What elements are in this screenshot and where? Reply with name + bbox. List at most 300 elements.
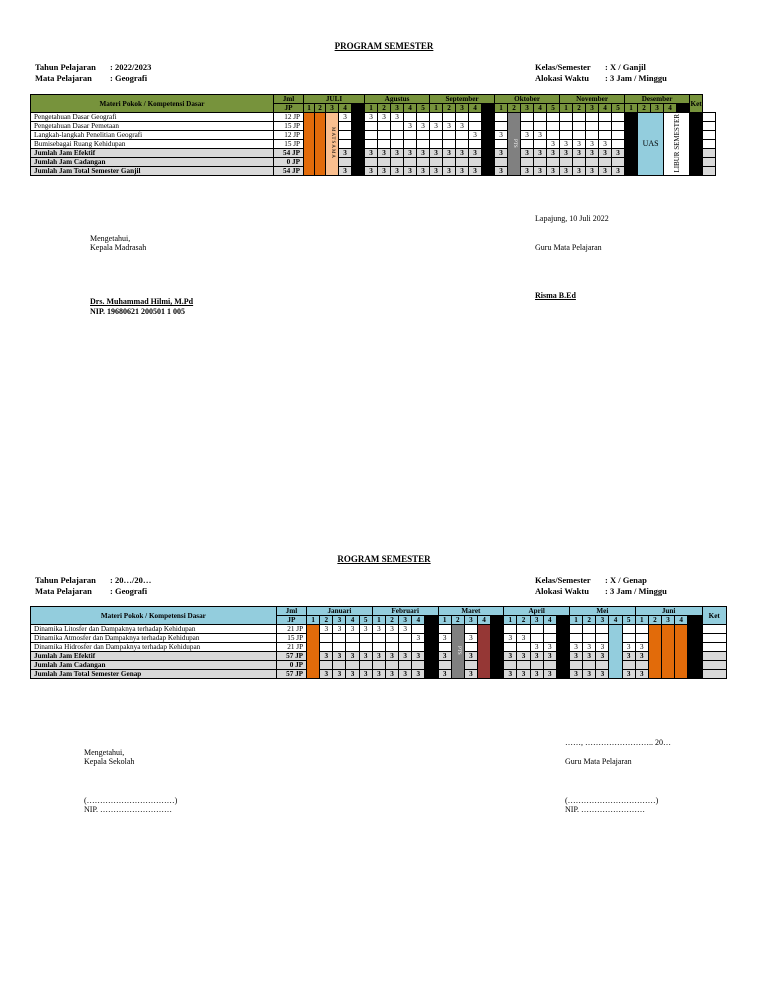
table-cell: 3 — [391, 167, 404, 176]
table-cell — [491, 616, 504, 625]
table-cell — [543, 634, 556, 643]
table-cell — [635, 634, 648, 643]
sem1-kepala-name: Drs. Muhammad Hilmi, M.Pd — [90, 297, 194, 306]
mapel-value: : Geografi — [110, 73, 148, 83]
table-cell: 3 — [464, 670, 477, 679]
table-cell: 3 — [372, 652, 385, 661]
table-cell — [417, 158, 430, 167]
table-cell: 3 — [469, 149, 482, 158]
table-row — [31, 643, 727, 652]
table-cell — [339, 140, 352, 149]
table-cell — [438, 643, 451, 652]
month-juni: Juni — [635, 607, 702, 616]
table-cell: 4 — [543, 616, 556, 625]
table-cell: 4 — [534, 104, 547, 113]
table-cell: 3 — [438, 634, 451, 643]
table-cell — [702, 661, 726, 670]
month-november: November — [560, 95, 625, 104]
table-cell: 3 — [391, 113, 404, 122]
kelas-label: Kelas/Semester — [535, 575, 591, 585]
table-cell: 2 — [638, 104, 651, 113]
table-cell: 3 — [339, 167, 352, 176]
table-cell: 3 — [573, 140, 586, 149]
table-cell: 3 — [547, 140, 560, 149]
table-cell — [702, 625, 726, 634]
table-cell: 3 — [320, 652, 333, 661]
table-cell: 3 — [417, 149, 430, 158]
table-cell: 3 — [635, 652, 648, 661]
table-cell: 3 — [333, 670, 346, 679]
table-cell: 2 — [320, 616, 333, 625]
table-cell — [583, 661, 596, 670]
table-cell: 1 — [495, 104, 508, 113]
table-cell — [391, 140, 404, 149]
table-cell: 3 — [586, 149, 599, 158]
table-cell: 3 — [404, 149, 417, 158]
table-cell: 3 — [504, 670, 517, 679]
table-cell — [703, 131, 716, 140]
table-cell — [703, 158, 716, 167]
table-cell — [573, 122, 586, 131]
table-cell — [599, 158, 612, 167]
table-cell: 3 — [596, 616, 609, 625]
table-cell — [399, 643, 412, 652]
table-cell — [378, 158, 391, 167]
table-cell — [521, 113, 534, 122]
table-cell — [385, 643, 398, 652]
table-cell: 3 — [464, 616, 477, 625]
sem2-info-left — [35, 575, 151, 597]
table-cell: 3 — [560, 140, 573, 149]
table-cell: 3 — [495, 167, 508, 176]
table-cell: 1 — [365, 104, 378, 113]
table-row — [31, 625, 727, 634]
table-cell: 2 — [583, 616, 596, 625]
table-cell — [456, 140, 469, 149]
table-cell — [425, 616, 438, 625]
table-cell — [622, 634, 635, 643]
table-cell: 3 — [530, 643, 543, 652]
table-cell — [635, 625, 648, 634]
table-cell — [688, 616, 702, 625]
table-cell — [378, 140, 391, 149]
table-cell — [391, 131, 404, 140]
table-cell: 3 — [596, 670, 609, 679]
table-cell — [662, 625, 675, 679]
table-cell — [469, 113, 482, 122]
table-cell: 3 — [404, 122, 417, 131]
table-cell: 3 — [333, 625, 346, 634]
table-cell — [404, 113, 417, 122]
col-materi: Materi Pokok / Kompetensi Dasar — [31, 95, 274, 113]
table-cell: 5 — [622, 616, 635, 625]
table-cell — [365, 122, 378, 131]
table-cell — [596, 661, 609, 670]
table-cell — [304, 113, 315, 176]
table-cell — [596, 625, 609, 634]
table-cell — [517, 661, 530, 670]
table-cell — [359, 661, 372, 670]
table-cell: 1 — [372, 616, 385, 625]
table-cell: 3 — [547, 167, 560, 176]
table-cell: 3 — [359, 625, 372, 634]
table-cell: 5 — [417, 104, 430, 113]
table-row — [31, 634, 727, 643]
table-cell: 3 — [530, 670, 543, 679]
table-cell: 3 — [635, 670, 648, 679]
table-cell — [622, 625, 635, 634]
table-cell: 3 — [622, 643, 635, 652]
table-cell — [612, 122, 625, 131]
table-cell — [596, 634, 609, 643]
table-cell — [378, 131, 391, 140]
table-cell: 1 — [635, 616, 648, 625]
table-cell — [635, 661, 648, 670]
month-september: September — [430, 95, 495, 104]
table-cell: 3 — [521, 167, 534, 176]
table-cell — [648, 625, 661, 679]
pts-cell: PTS — [508, 113, 521, 176]
table-cell: 3 — [596, 643, 609, 652]
table-cell: 4 — [339, 104, 352, 113]
sem2-kepala-nip: NIP. ……………………… — [84, 805, 173, 814]
table-cell: 3 — [570, 652, 583, 661]
table-cell — [703, 149, 716, 158]
table-cell — [339, 122, 352, 131]
table-cell — [365, 131, 378, 140]
table-cell — [399, 634, 412, 643]
table-cell: 4 — [599, 104, 612, 113]
month-mei: Mei — [570, 607, 636, 616]
table-cell: 3 — [583, 670, 596, 679]
table-cell: 3 — [333, 652, 346, 661]
table-cell: 57 JP — [276, 670, 306, 679]
table-cell — [482, 113, 495, 176]
table-cell: 3 — [391, 149, 404, 158]
table-cell — [570, 661, 583, 670]
table-cell: 3 — [521, 104, 534, 113]
table-cell — [625, 113, 638, 176]
sem1-info-right — [535, 62, 667, 84]
table-cell: 3 — [560, 167, 573, 176]
table-cell: 3 — [530, 652, 543, 661]
table-cell: 3 — [570, 670, 583, 679]
table-cell — [464, 643, 477, 652]
table-cell — [702, 634, 726, 643]
table-cell — [702, 652, 726, 661]
table-cell — [399, 661, 412, 670]
table-cell — [703, 113, 716, 122]
table-cell — [443, 140, 456, 149]
table-cell — [599, 131, 612, 140]
table-cell: 4 — [477, 616, 490, 625]
table-cell — [307, 625, 320, 679]
table-cell — [438, 625, 451, 634]
table-cell — [517, 625, 530, 634]
table-cell: 3 — [399, 652, 412, 661]
table-cell: 3 — [573, 149, 586, 158]
table-cell: Jumlah Jam Cadangan — [31, 158, 274, 167]
table-cell: 3 — [430, 122, 443, 131]
table-cell: 3 — [534, 131, 547, 140]
table-cell — [612, 140, 625, 149]
table-cell — [346, 643, 359, 652]
table-cell — [586, 122, 599, 131]
table-cell — [534, 140, 547, 149]
table-cell — [556, 616, 569, 625]
table-cell: 3 — [469, 167, 482, 176]
sem1-place-date: Lapajung, 10 Juli 2022 — [535, 214, 609, 223]
table-cell: 3 — [399, 625, 412, 634]
table-cell — [612, 131, 625, 140]
libur-semester-cell: LIBUR SEMESTER — [664, 113, 690, 176]
table-cell — [530, 634, 543, 643]
table-cell — [385, 661, 398, 670]
table-cell: 3 — [612, 149, 625, 158]
col-jml: Jml — [274, 95, 304, 104]
table-cell — [547, 158, 560, 167]
month-juli: JULI — [304, 95, 365, 104]
table-cell — [560, 113, 573, 122]
col-ket: Ket — [702, 607, 726, 625]
table-cell: 3 — [596, 652, 609, 661]
tahun-label: Tahun Pelajaran — [35, 575, 96, 585]
table-cell: 1 — [570, 616, 583, 625]
table-cell — [547, 131, 560, 140]
table-cell — [534, 158, 547, 167]
table-cell: 3 — [339, 149, 352, 158]
table-cell — [583, 625, 596, 634]
sem1-mengetahui: Mengetahui, — [90, 234, 131, 243]
table-cell — [417, 131, 430, 140]
table-cell — [543, 661, 556, 670]
table-cell: 3 — [586, 167, 599, 176]
table-cell: 3 — [333, 616, 346, 625]
mapel-value: : Geografi — [110, 586, 148, 596]
table-cell — [703, 122, 716, 131]
table-cell — [530, 625, 543, 634]
table-cell — [491, 625, 504, 679]
table-cell — [346, 634, 359, 643]
table-cell — [586, 158, 599, 167]
table-cell: 3 — [391, 104, 404, 113]
table-cell — [346, 661, 359, 670]
table-cell: 3 — [622, 670, 635, 679]
table-cell — [339, 158, 352, 167]
table-cell — [586, 131, 599, 140]
table-cell: 3 — [495, 131, 508, 140]
table-cell — [315, 113, 326, 176]
table-cell — [570, 625, 583, 634]
table-cell: 3 — [504, 652, 517, 661]
table-cell: 21 JP — [276, 643, 306, 652]
table-cell: 1 — [438, 616, 451, 625]
table-cell: 3 — [456, 104, 469, 113]
table-cell — [622, 661, 635, 670]
table-cell — [417, 140, 430, 149]
table-cell — [543, 625, 556, 634]
table-cell: 3 — [430, 167, 443, 176]
alokasi-value: : 3 Jam / Minggu — [605, 586, 667, 596]
table-cell — [372, 643, 385, 652]
table-cell — [599, 113, 612, 122]
table-cell: 3 — [464, 652, 477, 661]
table-cell — [612, 158, 625, 167]
table-cell — [495, 113, 508, 122]
table-cell — [583, 634, 596, 643]
table-cell — [556, 625, 569, 679]
table-cell — [378, 122, 391, 131]
table-row — [31, 113, 768, 122]
table-cell: Dinamika Litosfer dan Dampaknya terhadap Kehidupan — [31, 625, 277, 634]
table-cell — [521, 140, 534, 149]
table-cell — [599, 122, 612, 131]
table-cell: 3 — [365, 113, 378, 122]
tahun-label: Tahun Pelajaran — [35, 62, 96, 72]
table-cell — [456, 113, 469, 122]
table-cell: 15 JP — [274, 122, 304, 131]
table-cell — [530, 661, 543, 670]
table-cell: 2 — [443, 104, 456, 113]
table-cell: 5 — [359, 616, 372, 625]
table-cell — [469, 122, 482, 131]
table-cell — [438, 661, 451, 670]
table-cell: 1 — [560, 104, 573, 113]
month-agustus: Agustus — [365, 95, 430, 104]
table-cell — [612, 113, 625, 122]
table-cell: 3 — [547, 149, 560, 158]
month-april: April — [504, 607, 570, 616]
table-cell: 3 — [517, 652, 530, 661]
table-cell — [404, 131, 417, 140]
table-cell: Dinamika Hidrosfer dan Dampaknya terhadap Kehidupan — [31, 643, 277, 652]
table-cell: 3 — [495, 149, 508, 158]
table-cell: 1 — [307, 616, 320, 625]
table-cell: Langkah-langkah Penelitian Geografi — [31, 131, 274, 140]
table-cell: 4 — [609, 616, 622, 625]
table-cell — [333, 643, 346, 652]
table-cell: 3 — [438, 652, 451, 661]
table-cell — [517, 643, 530, 652]
table-cell: 3 — [543, 652, 556, 661]
table-cell — [443, 113, 456, 122]
table-cell: 3 — [586, 104, 599, 113]
table-cell — [586, 113, 599, 122]
table-cell: 3 — [543, 643, 556, 652]
table-cell — [430, 113, 443, 122]
table-cell — [547, 113, 560, 122]
table-cell: 3 — [443, 149, 456, 158]
table-cell: 57 JP — [276, 652, 306, 661]
table-cell — [372, 634, 385, 643]
table-cell: 2 — [648, 616, 661, 625]
table-cell: 3 — [430, 149, 443, 158]
table-cell: 3 — [517, 670, 530, 679]
table-cell: 15 JP — [276, 634, 306, 643]
table-cell — [417, 113, 430, 122]
table-cell — [521, 122, 534, 131]
mapel-label: Mata Pelajaran — [35, 586, 92, 596]
table-cell: 3 — [622, 652, 635, 661]
table-cell: Jumlah Jam Efektif — [31, 149, 274, 158]
table-cell — [385, 634, 398, 643]
col-jp: JP — [276, 616, 306, 625]
table-cell: 3 — [573, 167, 586, 176]
table-cell: 2 — [451, 616, 464, 625]
table-cell — [702, 670, 726, 679]
table-cell: 3 — [412, 652, 425, 661]
month-februari: Februari — [372, 607, 438, 616]
table-cell — [477, 625, 490, 679]
col-materi: Materi Pokok / Kompetensi Dasar — [31, 607, 277, 625]
table-cell: 3 — [583, 643, 596, 652]
table-cell: 3 — [417, 167, 430, 176]
table-cell — [352, 104, 365, 113]
table-cell: 15 JP — [274, 140, 304, 149]
table-cell: 4 — [404, 104, 417, 113]
table-cell — [339, 131, 352, 140]
table-cell: 3 — [464, 634, 477, 643]
table-cell — [430, 158, 443, 167]
sem1-kepala-title: Kepala Madrasah — [90, 243, 147, 252]
table-cell — [570, 634, 583, 643]
table-cell: 5 — [612, 104, 625, 113]
sem1-info-left — [35, 62, 151, 84]
table-cell: 3 — [456, 122, 469, 131]
table-cell — [495, 158, 508, 167]
sem2-kepala-blank: (……………………………) — [84, 796, 178, 805]
table-cell: 21 JP — [276, 625, 306, 634]
table-cell: 3 — [456, 149, 469, 158]
table-cell: 3 — [521, 131, 534, 140]
table-cell — [521, 158, 534, 167]
table-cell: 3 — [534, 167, 547, 176]
table-cell: 3 — [385, 670, 398, 679]
table-cell — [404, 140, 417, 149]
uas-cell: UAS — [638, 113, 664, 176]
matsama-cell: MATSAMA — [326, 113, 339, 176]
table-cell: 12 JP — [274, 131, 304, 140]
table-cell — [430, 140, 443, 149]
table-cell: 3 — [378, 167, 391, 176]
table-cell: 3 — [560, 149, 573, 158]
table-cell — [560, 122, 573, 131]
table-cell — [573, 158, 586, 167]
table-cell: 3 — [346, 652, 359, 661]
table-cell — [425, 625, 438, 679]
alokasi-value: : 3 Jam / Minggu — [605, 73, 667, 83]
table-cell: 3 — [612, 167, 625, 176]
table-cell: 3 — [530, 616, 543, 625]
col-jp: JP — [274, 104, 304, 113]
table-cell: 5 — [547, 104, 560, 113]
sem1-guru-name: Risma B.Ed — [535, 291, 576, 300]
table-cell — [703, 140, 716, 149]
table-cell: 1 — [430, 104, 443, 113]
table-cell: Pengetahuan Dasar Pemetaan — [31, 122, 274, 131]
table-cell — [404, 158, 417, 167]
table-cell: 4 — [346, 616, 359, 625]
table-cell: 3 — [543, 670, 556, 679]
table-cell: 4 — [412, 616, 425, 625]
table-cell: 3 — [359, 652, 372, 661]
month-maret: Maret — [438, 607, 504, 616]
alokasi-label: Alokasi Waktu — [535, 586, 589, 596]
table-cell: 3 — [339, 113, 352, 122]
table-cell — [573, 131, 586, 140]
table-cell: 3 — [399, 616, 412, 625]
table-cell — [391, 122, 404, 131]
